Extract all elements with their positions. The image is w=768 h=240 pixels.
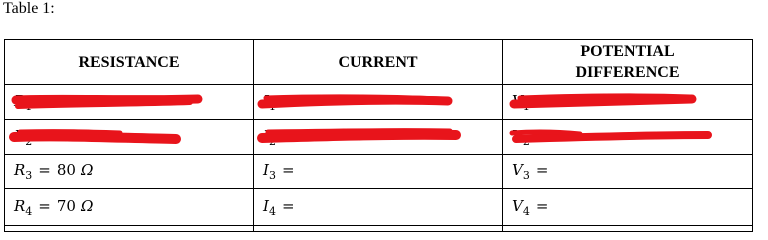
subscript: 3 [25,169,33,182]
redaction-stroke [512,132,580,134]
header-resistance: RESISTANCE [5,40,254,85]
equals-sign: = [38,161,51,179]
symbol: I [263,126,269,145]
equals-sign: = [535,196,549,215]
equals-sign: = [38,196,51,215]
equals-sign: = [535,161,549,179]
symbol: I [263,196,269,215]
symbol: V [512,161,523,179]
redaction-stroke [20,132,120,133]
equals-sign: = [281,161,295,179]
redaction-stroke [18,102,190,106]
resistance-value: 80 [56,161,76,179]
ohm-unit: Ω [80,161,94,179]
symbol: R [14,196,26,215]
subscript: 4 [25,204,33,218]
subscript: 2 [25,134,33,148]
redaction-stroke [268,131,450,132]
redaction-stroke [262,100,448,104]
symbol: R [14,126,26,145]
header-potential-difference-text: POTENTIAL DIFFERENCE [575,43,680,81]
subscript: 1 [268,99,276,113]
redaction-stroke [262,135,456,138]
header-current: CURRENT [254,40,503,85]
symbol: I [263,161,269,179]
symbol: R [14,91,26,110]
redaction-stroke [516,135,708,139]
subscript: 3 [268,169,276,182]
subscript: 2 [522,134,530,148]
subscript: 1 [25,99,33,113]
subscript: 1 [522,99,530,113]
symbol: V [512,91,523,110]
subscript: 4 [522,204,530,218]
redaction-stroke [14,136,176,139]
symbol: V [512,196,523,215]
symbol: I [263,91,269,110]
symbol: R [14,161,26,179]
subscript: 2 [268,134,276,148]
subscript: 4 [268,204,276,218]
table-caption: Table 1: [3,0,55,17]
equals-sign: = [281,196,295,215]
redaction-stroke [520,96,690,98]
ohm-unit: Ω [80,196,94,215]
symbol: V [512,126,523,145]
subscript: 3 [522,169,530,182]
redaction-stroke [266,97,440,99]
resistance-value: 70 [56,196,76,215]
